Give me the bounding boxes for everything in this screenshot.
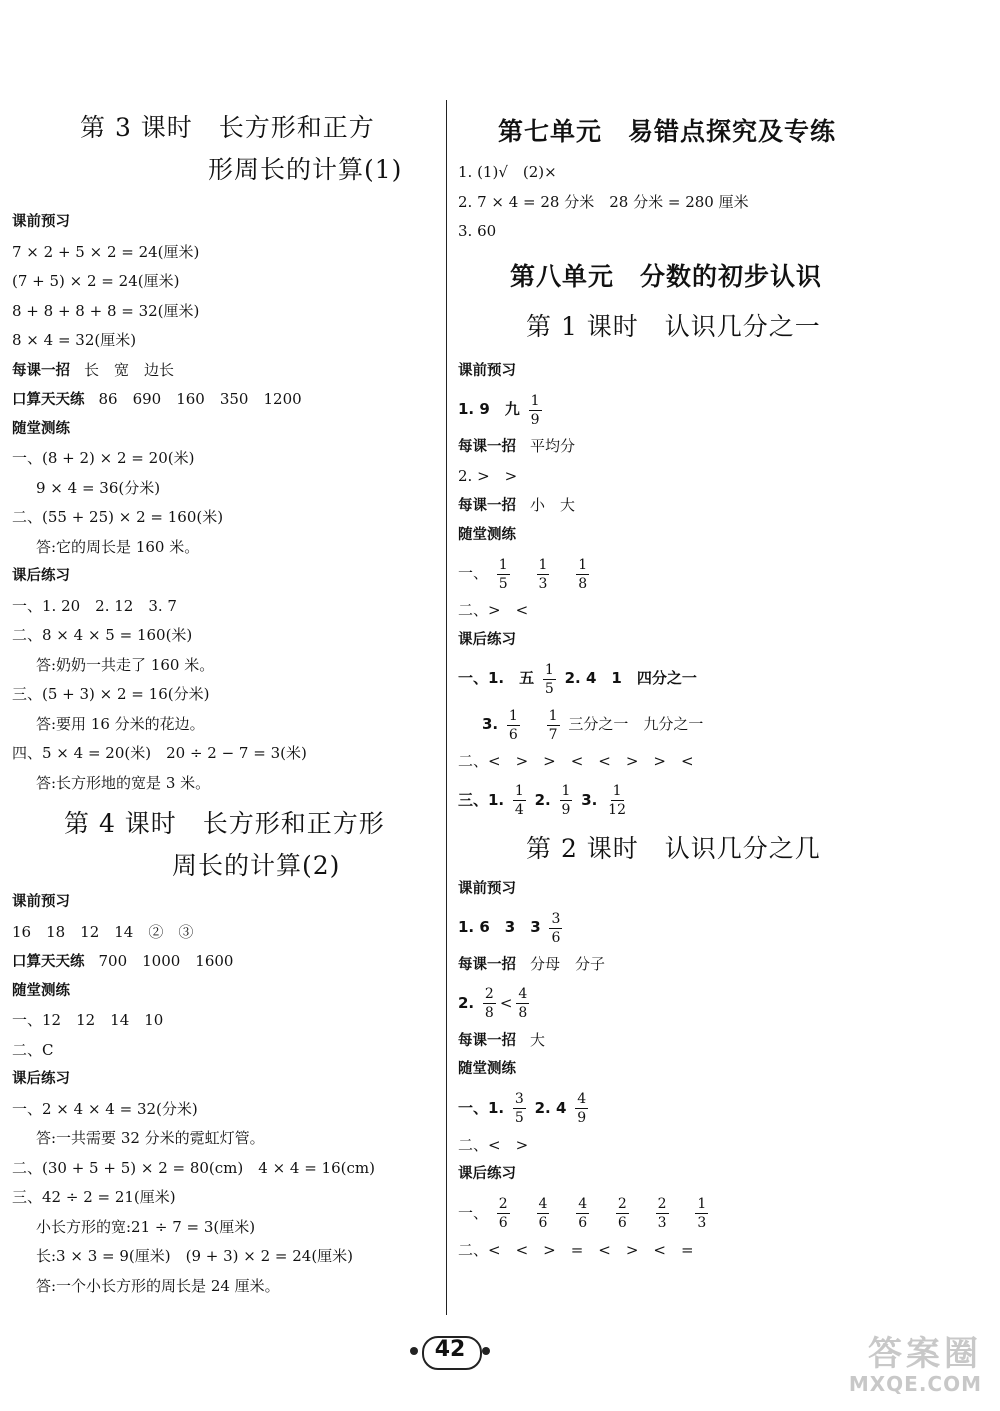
answer-line: 答:一个小长方形的周长是 24 厘米。 [36,1276,280,1295]
denominator: 3 [657,1215,667,1231]
fraction [537,558,550,591]
answer-line: 一、12 12 14 10 [12,1011,164,1029]
denominator: 9 [561,802,571,818]
answer-line: 长:3 × 3 = 9(厘米) (9 + 3) × 2 = 24(厘米) [36,1247,354,1265]
answer-line [458,1085,978,1131]
numerator: 3 [551,910,561,927]
fraction [507,709,520,742]
lesson2-title: 第 2 课时 认识几分之几 [526,833,821,863]
fraction [549,912,562,945]
lesson4-title-line1: 第 4 课时 长方形和正方形 [64,809,385,838]
answer-line: 2. 7 × 4 = 28 分米 28 分米 = 280 厘米 [458,192,749,211]
tip-text: 大 [530,1030,546,1049]
answer-line: 二、> < [458,601,529,619]
fraction [547,709,560,742]
answer-line: 16 18 12 14 ② ③ [12,922,194,941]
fraction [543,663,556,696]
lesson1-after-label: 课后练习 [458,631,516,648]
fraction [497,1197,510,1230]
fraction [695,1197,708,1230]
answer-line: 答:它的周长是 160 米。 [36,537,200,556]
numerator: 4 [518,986,528,1002]
denominator: 4 [514,802,524,818]
lesson2-tip1 [458,950,978,980]
lesson3-practice-label: 随堂测练 [12,420,70,437]
fraction [576,558,589,591]
denominator: 3 [538,575,548,592]
lesson3-title-line1: 第 3 课时 长方形和正方 [80,113,375,142]
fraction [606,784,628,817]
tip-label: 每课一招 [458,439,516,455]
denominator: 7 [548,726,558,743]
right-column [458,100,978,1265]
answer-line: 1. (1)√ (2)× [458,163,557,181]
lesson3-preview-label: 课前预习 [12,214,70,230]
q-text: 2. 4 [534,1098,567,1117]
lesson3-tip [12,356,430,386]
denominator: 6 [617,1215,627,1231]
numerator: 1 [514,783,524,799]
q-text: 3. [581,790,598,809]
lesson2-after-label: 课后练习 [458,1166,516,1182]
answer-line [458,386,978,432]
tip-text: 小 大 [530,496,576,514]
denominator: 5 [498,575,508,592]
denominator: 9 [577,1110,587,1126]
q-text: 1. 9 九 [458,400,520,418]
answer-line [458,655,978,701]
q-text: 三分之一 九分之一 [568,715,704,733]
q-text: 3. [482,715,499,733]
fraction [575,1092,588,1125]
denominator: 5 [544,680,554,697]
answer-line: (7 + 5) × 2 = 24(厘米) [12,272,180,290]
fraction [516,987,529,1020]
q-text: 2. [534,790,551,809]
operator: < [499,993,513,1012]
denominator: 6 [508,726,518,743]
numerator: 1 [538,556,548,573]
lesson4-after-label: 课后练习 [12,1071,70,1087]
lesson4-preview-label: 课前预习 [12,894,70,910]
denominator: 8 [518,1005,528,1021]
unit8-title: 第八单元 分数的初步认识 [510,261,823,291]
numerator: 1 [544,661,554,678]
answer-line: 三、42 ÷ 2 = 21(厘米) [12,1188,176,1206]
answer-line: 二、(55 + 25) × 2 = 160(米) [12,508,224,526]
q-text: 2. 4 1 四分之一 [564,669,697,687]
answer-line [458,701,978,747]
denominator: 5 [514,1110,524,1126]
fraction [576,1197,589,1230]
tip-text: 长 宽 边长 [84,360,175,379]
answer-line: 二、< > [458,1135,529,1154]
q-text: 一、 [458,1203,489,1222]
numerator: 2 [617,1196,627,1212]
lesson3-title-line2: 形周长的计算(1) [208,155,403,184]
numerator: 4 [578,1196,588,1212]
tip-text: 分母 分子 [530,955,606,973]
unit7-title: 第七单元 易错点探究及专练 [498,117,837,146]
fraction [537,1197,550,1230]
fraction [529,394,542,427]
answer-line: 二、C [12,1040,54,1059]
oral-label: 口算天天练 [12,392,85,408]
oral-text: 86 690 160 350 1200 [98,390,302,408]
lesson2-practice-label: 随堂测练 [458,1061,516,1077]
answer-line: 三、(5 + 3) × 2 = 16(分米) [12,685,210,703]
denominator: 6 [578,1215,588,1231]
numerator: 1 [612,783,622,799]
q-text: 一、 [458,564,489,582]
numerator: 3 [514,1091,524,1107]
denominator: 12 [608,802,626,818]
answer-line: 一、1. 20 2. 12 3. 7 [12,596,177,615]
denominator: 6 [538,1215,548,1231]
lesson2-tip2 [458,1026,978,1056]
tip-label: 每课一招 [458,1032,516,1049]
fraction [513,784,526,817]
left-column [12,100,430,1301]
answer-line: 答:一共需要 32 分米的霓虹灯管。 [36,1129,265,1147]
lesson4-title-line2: 周长的计算(2) [172,851,341,880]
numerator: 1 [508,707,518,724]
lesson3-after-label: 课后练习 [12,568,70,584]
numerator: 4 [577,1091,587,1107]
denominator: 8 [578,575,588,592]
answer-line: 7 × 2 + 5 × 2 = 24(厘米) [12,242,200,261]
answer-line: 答:要用 16 分米的花边。 [36,714,205,733]
lesson1-tip2 [458,491,978,521]
numerator: 1 [561,783,571,799]
lesson3-title [12,108,430,186]
q-text: 一、1. [458,1098,505,1117]
answer-line [458,777,978,823]
answer-line: 2. > > [458,466,518,485]
answer-line: 8 + 8 + 8 + 8 = 32(厘米) [12,301,200,320]
lesson1-tip1 [458,432,978,462]
fraction [616,1197,629,1230]
numerator: 1 [548,707,558,724]
answer-line: 小长方形的宽:21 ÷ 7 = 3(厘米) [36,1217,256,1236]
watermark-url: MXQE.COM [848,1372,982,1397]
numerator: 1 [530,392,540,409]
q-text: 三、1. [458,790,505,809]
lesson1-preview-label: 课前预习 [458,362,516,379]
numerator: 2 [484,986,494,1002]
answer-line [458,980,978,1026]
page-number: 42 [434,1337,466,1362]
answer-line: 一、(8 + 2) × 2 = 20(米) [12,449,195,467]
answer-line: 四、5 × 4 = 20(米) 20 ÷ 2 − 7 = 3(米) [12,744,307,762]
answer-line: 二、< < > = < > < = [458,1240,694,1259]
q-text: 一、1. 五 [458,669,535,687]
lesson4-oral [12,947,430,977]
watermark-logo-text: 答案圈 [868,1334,982,1374]
numerator: 4 [538,1196,548,1212]
numerator: 1 [697,1196,707,1212]
tip-label: 每课一招 [458,957,516,973]
q-text: 2. [458,993,475,1012]
answer-line: 9 × 4 = 36(分米) [36,478,161,497]
q-text: 1. 6 3 3 [458,918,541,936]
lesson2-preview-label: 课前预习 [458,880,516,897]
denominator: 9 [530,411,540,428]
lesson3-oral [12,385,430,415]
fraction [497,558,510,591]
oral-text: 700 1000 1600 [98,952,234,970]
numerator: 1 [578,556,588,573]
answer-line [458,550,978,596]
numerator: 1 [498,556,508,573]
fraction [560,784,573,817]
ornament-dot-icon [482,1347,490,1355]
answer-line: 8 × 4 = 32(厘米) [12,331,137,349]
answer-line: 二、< > > < < > > < [458,752,694,770]
fraction [483,987,496,1020]
fraction [656,1197,669,1230]
lesson1-practice-label: 随堂测练 [458,526,516,543]
tip-label: 每课一招 [12,362,70,379]
watermark [849,1336,982,1395]
numerator: 2 [498,1196,508,1212]
denominator: 3 [697,1215,707,1231]
denominator: 8 [484,1005,494,1021]
lesson4-title [12,804,430,882]
tip-text: 平均分 [530,437,576,455]
tip-label: 每课一招 [458,498,516,514]
answer-line: 二、8 × 4 × 5 = 160(米) [12,626,193,644]
denominator: 6 [498,1215,508,1231]
answer-line [458,1190,978,1236]
oral-label: 口算天天练 [12,954,85,970]
answer-line: 二、(30 + 5 + 5) × 2 = 80(cm) 4 × 4 = 16(cm) [12,1158,375,1177]
page-number-badge [410,1330,490,1372]
answer-line: 3. 60 [458,222,497,240]
answer-line: 答:奶奶一共走了 160 米。 [36,655,215,674]
lesson4-practice-label: 随堂测练 [12,982,70,999]
column-divider [446,100,447,1315]
fraction [513,1092,526,1125]
answer-line: 一、2 × 4 × 4 = 32(分米) [12,1099,198,1118]
numerator: 2 [657,1196,667,1212]
answer-line [458,904,978,950]
lesson1-title: 第 1 课时 认识几分之一 [526,311,821,341]
denominator: 6 [551,929,561,946]
answer-line: 答:长方形地的宽是 3 米。 [36,773,211,792]
